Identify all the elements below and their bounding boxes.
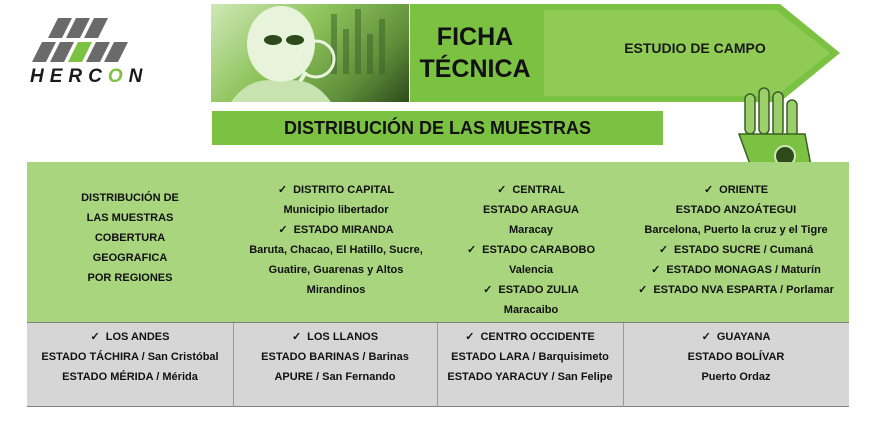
oriente-column <box>626 180 846 300</box>
oriente-heading: ✓ ORIENTE <box>703 184 769 196</box>
check-icon: ✓ <box>651 264 661 276</box>
andes-line: ESTADO MÉRIDA / Mérida <box>62 371 198 383</box>
intro-line: COBERTURA <box>94 232 166 244</box>
oriente-line: ESTADO ANZOÁTEGUI <box>675 204 797 216</box>
central-line: Maracay <box>508 224 554 236</box>
miranda-line: Guatire, Guarenas y Altos <box>268 264 404 276</box>
check-icon: ✓ <box>291 331 302 343</box>
intro-line: DISTRIBUCIÓN DE <box>81 192 179 204</box>
oriente-line: Barcelona, Puerto la cruz y el Tigre <box>644 224 828 236</box>
ficha-line2: TÉCNICA <box>419 55 531 83</box>
check-icon: ✓ <box>483 284 493 296</box>
logo-mark-icon <box>28 16 138 66</box>
llanos-line: APURE / San Fernando <box>274 371 396 383</box>
capital-line: Municipio libertador <box>283 204 389 216</box>
logo-text: HERCON <box>30 66 149 87</box>
check-icon: ✓ <box>278 224 288 236</box>
ficha-tecnica-box <box>410 4 540 102</box>
capital-heading: ✓ DISTRITO CAPITAL <box>277 184 395 196</box>
guayana-heading: ✓ GUAYANA <box>701 331 771 343</box>
check-icon: ✓ <box>277 184 288 196</box>
estudio-de-campo: ESTUDIO DE CAMPO <box>624 40 766 56</box>
check-icon: ✓ <box>701 331 711 343</box>
carabobo-heading: ✓ ESTADO CARABOBO <box>466 244 596 256</box>
intro-line: POR REGIONES <box>87 272 173 284</box>
guayana-line: Puerto Ordaz <box>701 371 771 383</box>
intro-line: GEOGRAFICA <box>92 252 168 264</box>
intro-line: LAS MUESTRAS <box>86 212 174 224</box>
distribucion-title: DISTRIBUCIÓN DE LAS MUESTRAS <box>212 111 663 145</box>
andes-line: ESTADO TÁCHIRA / San Cristóbal <box>41 351 219 363</box>
llanos-heading: ✓ LOS LLANOS <box>291 331 379 343</box>
llanos-column <box>234 327 436 387</box>
guayana-line: ESTADO BOLÍVAR <box>687 351 785 363</box>
central-line: Maracaibo <box>503 304 559 316</box>
nva-esparta-heading: ✓ ESTADO NVA ESPARTA / Porlamar <box>638 284 834 296</box>
bottom-border-line <box>27 406 849 407</box>
capital-column <box>236 180 436 300</box>
miranda-heading: ✓ ESTADO MIRANDA <box>278 224 394 236</box>
central-line: Valencia <box>508 264 554 276</box>
central-heading: ✓ CENTRAL <box>497 184 565 196</box>
sucre-heading: ✓ ESTADO SUCRE / Cumaná <box>658 244 814 256</box>
monagas-heading: ✓ ESTADO MONAGAS / Maturín <box>651 264 821 276</box>
miranda-line: Mirandinos <box>306 284 366 296</box>
ficha-line1: FICHA <box>436 23 514 51</box>
guayana-column <box>624 327 848 387</box>
divider-line <box>27 322 849 323</box>
check-icon: ✓ <box>497 184 507 196</box>
robot-image <box>211 4 409 102</box>
check-icon: ✓ <box>638 284 648 296</box>
check-icon: ✓ <box>465 331 475 343</box>
occidente-line: ESTADO YARACUY / San Felipe <box>447 371 613 383</box>
miranda-line: Baruta, Chacao, El Hatillo, Sucre, <box>249 244 423 256</box>
andes-column <box>28 327 232 387</box>
check-icon: ✓ <box>466 244 477 256</box>
central-line: ESTADO ARAGUA <box>483 204 579 216</box>
zulia-heading: ✓ ESTADO ZULIA <box>483 284 579 296</box>
check-icon: ✓ <box>703 184 714 196</box>
check-icon: ✓ <box>658 244 669 256</box>
llanos-line: ESTADO BARINAS / Barinas <box>261 351 409 363</box>
check-icon: ✓ <box>90 331 100 343</box>
occidente-line: ESTADO LARA / Barquisimeto <box>451 351 609 363</box>
central-column <box>440 180 622 320</box>
hercon-logo <box>28 16 198 86</box>
occidente-column <box>438 327 622 387</box>
occidente-heading: ✓ CENTRO OCCIDENTE <box>465 331 595 343</box>
intro-column <box>40 188 220 288</box>
andes-heading: ✓ LOS ANDES <box>90 331 170 343</box>
